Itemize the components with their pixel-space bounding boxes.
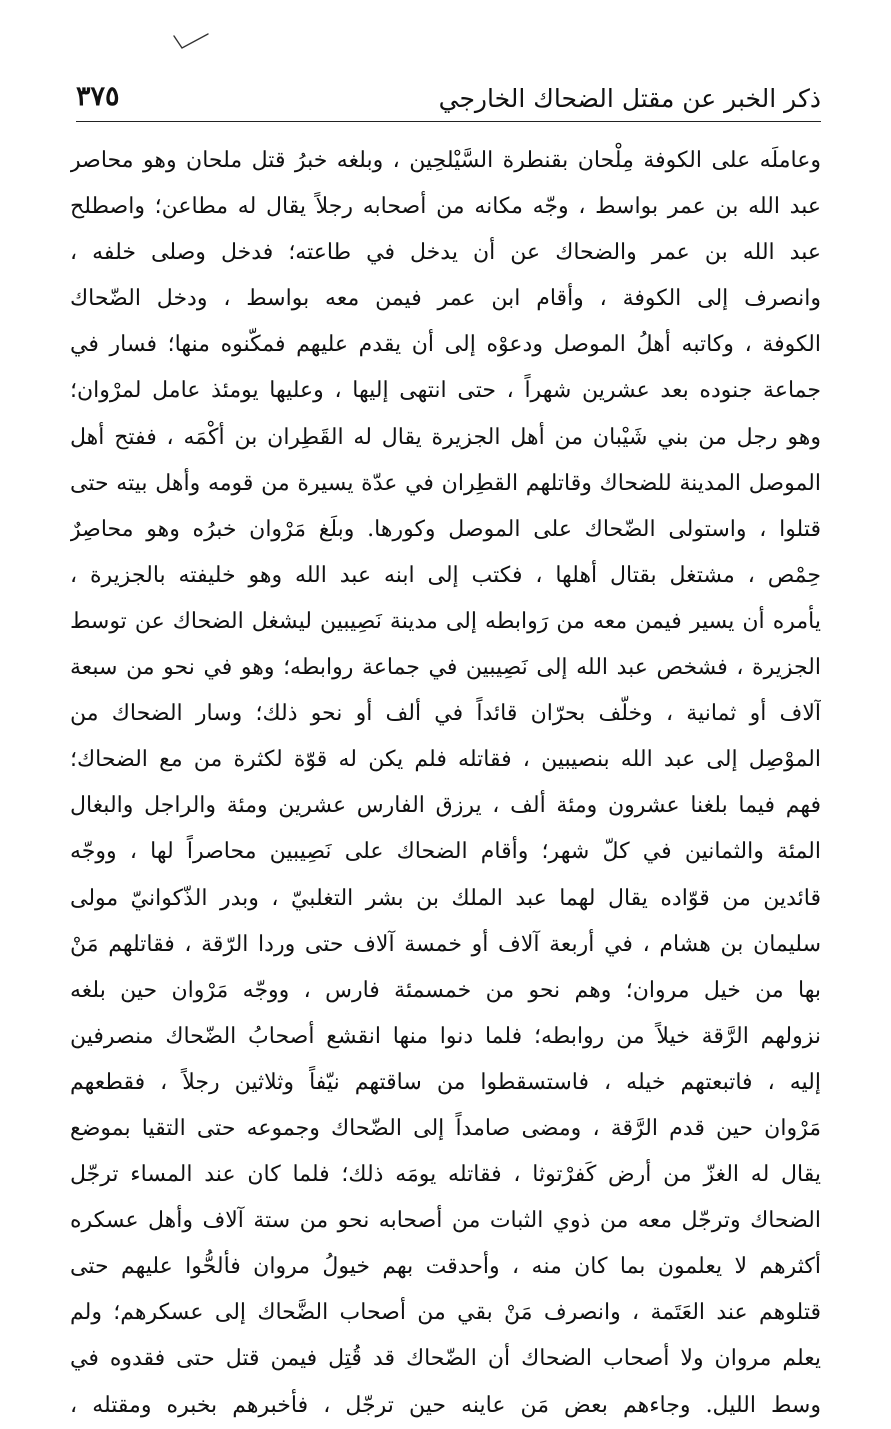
text-line: يعلم مروان ولا أصحاب الضحاك أن الضّحاك قد قُتِل فيمن قتل حتى فقدوه في xyxy=(70,1346,821,1372)
running-title: ذكر الخبر عن مقتل الضحاك الخارجي xyxy=(438,84,821,113)
page-header xyxy=(76,78,821,122)
text-line: يأمره أن يسير فيمن معه من رَوابطه إلى مدينة نَصِيبين ليشغل الضحاك عن توسط xyxy=(70,608,821,634)
text-line: المئة والثمانين في كلّ شهر؛ وأقام الضحاك على نَصِيبين محاصراً لها ، ووجّه xyxy=(70,839,821,865)
text-line: وهو رجل من بني شَيْبان من أهل الجزيرة يقال له القَطِران بن أكْمَه ، ففتح أهل xyxy=(70,424,821,450)
text-line: الموصل المدينة للضحاك وقاتلهم القطِران في عدّة يسيرة من قومه وأهل بيته حتى xyxy=(70,470,821,496)
text-line: قائدين من قوّاده يقال لهما عبد الملك بن بشر التغلبيّ ، وبدر الذّكوانيّ مولى xyxy=(70,885,821,911)
text-line: مَرْوان حين قدم الرَّقة ، ومضى صامداً إلى الضّحاك وجموعه حتى التقيا بموضع xyxy=(70,1115,821,1141)
text-line: أكثرهم لا يعلمون بما كان منه ، وأحدقت بهم خيولُ مروان فألحُّوا عليهم حتى xyxy=(70,1254,821,1280)
text-line: عبد الله بن عمر والضحاك عن أن يدخل في طاعته؛ فدخل وصلى خلفه ، xyxy=(70,240,821,266)
text-line: آلاف أو ثمانية ، وخلّف بحرّان قائداً في ألف أو نحو ذلك؛ وسار الضحاك من xyxy=(70,701,821,727)
text-line: الضحاك وترجّل معه من ذوي الثبات من أصحابه نحو من ستة آلاف وأهل عسكره xyxy=(70,1208,821,1234)
text-line: سليمان بن هشام ، في أربعة آلاف أو خمسة آلاف حتى وردا الرّقة ، فقاتلهم مَنْ xyxy=(70,931,821,957)
body-text xyxy=(70,138,821,1429)
text-line: فهم فيما بلغنا عشرون ومئة ألف ، يرزق الفارس عشرين ومئة والراجل والبغال xyxy=(70,793,821,819)
text-line: الموْصِل إلى عبد الله بنصيبين ، فقاتله فلم يكن له قوّة لكثرة من مع الضحاك؛ xyxy=(70,747,821,773)
text-line: وانصرف إلى الكوفة ، وأقام ابن عمر فيمن معه بواسط ، ودخل الضّحاك xyxy=(70,286,821,312)
text-line: نزولهم الرَّقة خيلاً من روابطه؛ فلما دنوا منها انقشع أصحابُ الضّحاك منصرفين xyxy=(70,1023,821,1049)
text-line: الكوفة ، وكاتبه أهلُ الموصل ودعوْه إلى أن يقدم عليهم فمكّنوه منها؛ فسار في xyxy=(70,332,821,358)
text-line: قتلوهم عند العَتَمة ، وانصرف مَنْ بقي من أصحاب الضَّحاك إلى عسكرهم؛ ولم xyxy=(70,1300,821,1326)
text-line: وعاملَه على الكوفة مِلْحان بقنطرة السَّيْلحِين ، وبلغه خبرُ قتل ملحان وهو محاصر xyxy=(70,148,821,173)
page-number: ٣٧٥ xyxy=(76,81,120,112)
text-line: بها من خيل مروان؛ وهم نحو من خمسمئة فارس ، ووجّه مَرْوان حين بلغه xyxy=(70,977,821,1003)
text-line: الجزيرة ، فشخص عبد الله إلى نَصِيبين في جماعة روابطه؛ وهو في نحو من سبعة xyxy=(70,655,821,681)
pen-mark-icon xyxy=(168,28,218,58)
text-line: جماعة جنوده بعد عشرين شهراً ، حتى انتهى إليها ، وعليها يومئذ عامل لمرْوان؛ xyxy=(70,378,821,404)
text-line: وسط الليل. وجاءهم بعض مَن عاينه حين ترجّل ، فأخبرهم بخبره ومقتله ، xyxy=(70,1392,821,1418)
text-line: حِمْص ، مشتغل بقتال أهلها ، فكتب إلى ابنه عبد الله وهو خليفته بالجزيرة ، xyxy=(70,562,821,588)
text-line: إليه ، فاتبعتهم خيله ، فاستسقطوا من ساقتهم نيّفاً وثلاثين رجلاً ، فقطعهم xyxy=(70,1069,821,1095)
header-rule xyxy=(76,121,821,122)
text-line: قتلوا ، واستولى الضّحاك على الموصل وكورها. وبلَغ مَرْوان خبرُه وهو محاصِرٌ xyxy=(70,516,821,542)
text-line: عبد الله بن عمر بواسط ، وجّه مكانه من أصحابه رجلاً يقال له مطاعن؛ واصطلح xyxy=(70,194,821,220)
text-line: يقال له الغزّ من أرض كَفرْتوثا ، فقاتله يومَه ذلك؛ فلما كان عند المساء ترجّل xyxy=(70,1162,821,1188)
